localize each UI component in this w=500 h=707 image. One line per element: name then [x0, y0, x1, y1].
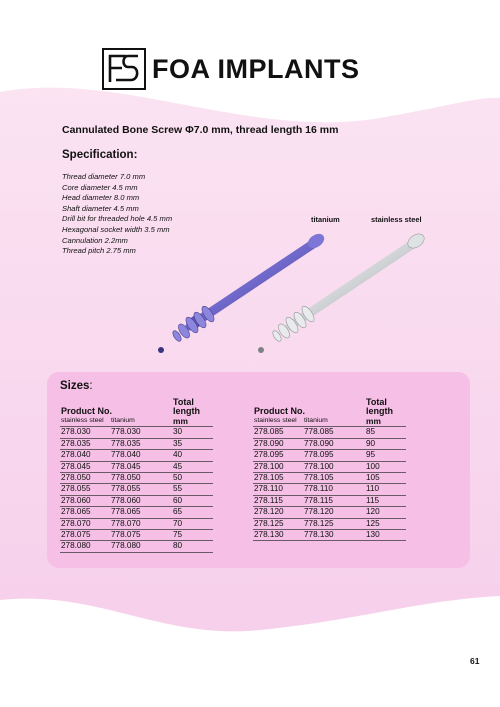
steel-product-no: 278.065 [60, 507, 111, 518]
steel-product-no: 278.055 [60, 484, 111, 495]
steel-product-no: 278.105 [253, 473, 304, 484]
titanium-product-no: 778.125 [304, 518, 366, 529]
titanium-product-no: 778.105 [304, 473, 366, 484]
total-length: 85 [366, 427, 406, 438]
spec-item: Thread diameter 7.0 mm [62, 172, 146, 181]
total-length: 60 [173, 495, 213, 506]
steel-product-no: 278.120 [253, 507, 304, 518]
steel-product-no: 278.040 [60, 450, 111, 461]
steel-product-no: 278.035 [60, 438, 111, 449]
total-length: 30 [173, 427, 213, 438]
table-row [253, 484, 406, 495]
sizes-table-right [253, 398, 406, 541]
mm-header: mm [366, 416, 406, 427]
total-length: 105 [366, 473, 406, 484]
table-row [60, 530, 213, 541]
titanium-product-no: 778.130 [304, 530, 366, 541]
total-length: 70 [173, 518, 213, 529]
total-length: 115 [366, 495, 406, 506]
table-row [253, 507, 406, 518]
spec-item: Shaft diameter 4.5 mm [62, 203, 139, 213]
specification-heading: Specification: [62, 149, 138, 161]
mm-header: mm [173, 416, 213, 427]
total-length: 75 [173, 530, 213, 541]
length-header: length [366, 406, 393, 416]
product-no-header: Product No. [254, 406, 305, 416]
product-title: Cannulated Bone Screw Φ7.0 mm, thread length 16 mm [62, 124, 339, 136]
table-row [60, 438, 213, 449]
steel-product-no: 278.080 [60, 541, 111, 552]
table-row [253, 438, 406, 449]
titanium-product-no: 778.085 [304, 427, 366, 438]
total-length: 80 [173, 541, 213, 552]
steel-col-header: stainless steel [60, 416, 111, 427]
total-length: 100 [366, 461, 406, 472]
steel-col-header: stainless steel [253, 416, 304, 427]
steel-product-no: 278.030 [60, 427, 111, 438]
steel-product-no: 278.085 [253, 427, 304, 438]
steel-product-no: 278.100 [253, 461, 304, 472]
titanium-product-no: 778.060 [111, 495, 173, 506]
total-length: 65 [173, 507, 213, 518]
product-no-header: Product No. [61, 406, 112, 416]
length-header: length [173, 406, 200, 416]
steel-product-no: 278.070 [60, 518, 111, 529]
titanium-product-no: 778.075 [111, 530, 173, 541]
table-row [60, 427, 213, 438]
total-length: 45 [173, 461, 213, 472]
sizes-table-left [60, 398, 213, 553]
titanium-product-no: 778.030 [111, 427, 173, 438]
table-row [60, 518, 213, 529]
steel-product-no: 278.095 [253, 450, 304, 461]
titanium-label: titanium [311, 215, 340, 224]
spec-item: Drill bit for threaded hole 4.5 mm [62, 214, 173, 224]
total-length: 120 [366, 507, 406, 518]
table-row [60, 484, 213, 495]
total-length: 110 [366, 484, 406, 495]
spec-item: Head diameter 8.0 mm [62, 193, 140, 203]
steel-product-no: 278.050 [60, 473, 111, 484]
screw-images [150, 228, 450, 368]
titanium-product-no: 778.045 [111, 461, 173, 472]
total-length: 125 [366, 518, 406, 529]
titanium-col-header: titanium [111, 416, 173, 427]
titanium-screw [158, 231, 327, 353]
steel-product-no: 278.115 [253, 495, 304, 506]
table-row [60, 450, 213, 461]
titanium-product-no: 778.040 [111, 450, 173, 461]
table-row [60, 473, 213, 484]
table-row [253, 427, 406, 438]
total-length: 95 [366, 450, 406, 461]
titanium-product-no: 778.110 [304, 484, 366, 495]
titanium-col-header: titanium [304, 416, 366, 427]
sizes-heading: Sizes: [60, 380, 93, 392]
titanium-product-no: 778.120 [304, 507, 366, 518]
steel-product-no: 278.045 [60, 461, 111, 472]
table-row [253, 530, 406, 541]
total-length: 55 [173, 484, 213, 495]
steel-product-no: 278.075 [60, 530, 111, 541]
steel-product-no: 278.125 [253, 518, 304, 529]
steel-product-no: 278.060 [60, 495, 111, 506]
titanium-product-no: 778.095 [304, 450, 366, 461]
spec-item: Hexagonal socket width 3.5 mm [62, 224, 170, 234]
titanium-product-no: 778.035 [111, 438, 173, 449]
titanium-product-no: 778.065 [111, 507, 173, 518]
total-header: Total [173, 397, 194, 407]
stainless-steel-label: stainless steel [371, 215, 422, 224]
steel-product-no: 278.110 [253, 484, 304, 495]
spec-item: Core diameter 4.5 mm [62, 182, 138, 192]
table-row [253, 461, 406, 472]
stainless-steel-screw [258, 231, 427, 353]
table-row [253, 518, 406, 529]
table-row [60, 541, 213, 552]
fs-logo-icon [102, 48, 146, 90]
table-row [253, 473, 406, 484]
titanium-product-no: 778.090 [304, 438, 366, 449]
table-row [60, 507, 213, 518]
page-number: 61 [470, 656, 480, 666]
brand-name: FOA IMPLANTS [152, 53, 360, 84]
table-row [253, 450, 406, 461]
titanium-product-no: 778.050 [111, 473, 173, 484]
titanium-product-no: 778.080 [111, 541, 173, 552]
total-length: 35 [173, 438, 213, 449]
table-row [253, 495, 406, 506]
total-header: Total [366, 397, 387, 407]
total-length: 50 [173, 473, 213, 484]
titanium-product-no: 778.115 [304, 495, 366, 506]
steel-product-no: 278.090 [253, 438, 304, 449]
table-row [60, 495, 213, 506]
titanium-product-no: 778.100 [304, 461, 366, 472]
spec-item: Thread pitch 2.75 mm [62, 246, 136, 256]
total-length: 90 [366, 438, 406, 449]
table-row [60, 461, 213, 472]
titanium-product-no: 778.070 [111, 518, 173, 529]
total-length: 40 [173, 450, 213, 461]
brand-logo [102, 48, 360, 90]
total-length: 130 [366, 530, 406, 541]
spec-item: Cannulation 2.2mm [62, 235, 128, 245]
titanium-product-no: 778.055 [111, 484, 173, 495]
steel-product-no: 278.130 [253, 530, 304, 541]
